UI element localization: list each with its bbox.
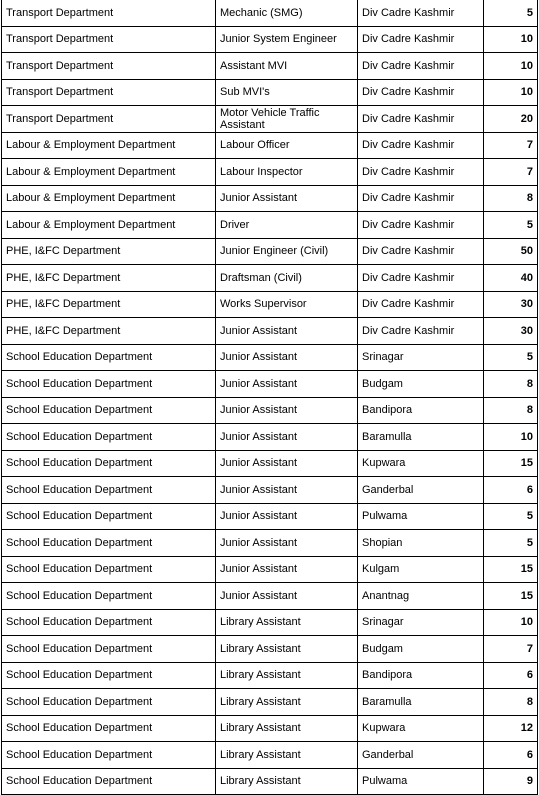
post-cell: Labour Officer: [216, 132, 358, 159]
vacancy-count-cell: 10: [484, 79, 538, 106]
post-cell: Library Assistant: [216, 662, 358, 689]
vacancy-count-cell: 8: [484, 397, 538, 424]
table-row: [2, 503, 538, 530]
table-row: [2, 689, 538, 716]
department-cell: Transport Department: [2, 53, 216, 80]
vacancy-count-cell: 50: [484, 238, 538, 265]
table-row: [2, 556, 538, 583]
department-cell: School Education Department: [2, 397, 216, 424]
cadre-cell: Baramulla: [358, 689, 484, 716]
post-cell: Junior Engineer (Civil): [216, 238, 358, 265]
department-cell: School Education Department: [2, 662, 216, 689]
post-cell: Junior System Engineer: [216, 26, 358, 53]
table-row: [2, 397, 538, 424]
table-row: [2, 291, 538, 318]
vacancy-count-cell: 20: [484, 106, 538, 133]
department-cell: School Education Department: [2, 424, 216, 451]
department-cell: School Education Department: [2, 503, 216, 530]
post-cell: Library Assistant: [216, 636, 358, 663]
cadre-cell: Kupwara: [358, 715, 484, 742]
vacancy-count-cell: 5: [484, 530, 538, 557]
table-row: [2, 26, 538, 53]
table-row: [2, 371, 538, 398]
table-row: [2, 0, 538, 26]
post-cell: Library Assistant: [216, 715, 358, 742]
table-row: [2, 238, 538, 265]
department-cell: School Education Department: [2, 477, 216, 504]
vacancy-count-cell: 6: [484, 662, 538, 689]
post-cell: Library Assistant: [216, 689, 358, 716]
post-cell: Junior Assistant: [216, 344, 358, 371]
post-cell: Library Assistant: [216, 768, 358, 795]
post-cell: Assistant MVI: [216, 53, 358, 80]
vacancy-count-cell: 15: [484, 450, 538, 477]
vacancy-count-cell: 15: [484, 556, 538, 583]
vacancy-count-cell: 7: [484, 159, 538, 186]
cadre-cell: Shopian: [358, 530, 484, 557]
department-cell: Transport Department: [2, 26, 216, 53]
department-cell: Transport Department: [2, 106, 216, 133]
cadre-cell: Bandipora: [358, 662, 484, 689]
table-row: [2, 212, 538, 239]
table-row: [2, 424, 538, 451]
vacancy-count-cell: 10: [484, 53, 538, 80]
table-row: [2, 106, 538, 133]
post-cell: Junior Assistant: [216, 424, 358, 451]
table-row: [2, 79, 538, 106]
table-row: [2, 318, 538, 345]
cadre-cell: Div Cadre Kashmir: [358, 79, 484, 106]
department-cell: PHE, I&FC Department: [2, 238, 216, 265]
cadre-cell: Anantnag: [358, 583, 484, 610]
department-cell: School Education Department: [2, 609, 216, 636]
department-cell: School Education Department: [2, 344, 216, 371]
vacancy-count-cell: 9: [484, 768, 538, 795]
table-row: [2, 185, 538, 212]
department-cell: School Education Department: [2, 715, 216, 742]
vacancy-count-cell: 5: [484, 212, 538, 239]
post-cell: Junior Assistant: [216, 583, 358, 610]
cadre-cell: Ganderbal: [358, 477, 484, 504]
vacancy-count-cell: 8: [484, 185, 538, 212]
vacancy-count-cell: 8: [484, 689, 538, 716]
department-cell: Labour & Employment Department: [2, 159, 216, 186]
cadre-cell: Kulgam: [358, 556, 484, 583]
cadre-cell: Div Cadre Kashmir: [358, 106, 484, 133]
post-cell: Works Supervisor: [216, 291, 358, 318]
post-cell: Junior Assistant: [216, 397, 358, 424]
post-cell: Sub MVI's: [216, 79, 358, 106]
table-row: [2, 742, 538, 769]
department-cell: School Education Department: [2, 636, 216, 663]
cadre-cell: Div Cadre Kashmir: [358, 185, 484, 212]
vacancy-count-cell: 7: [484, 636, 538, 663]
department-cell: Labour & Employment Department: [2, 185, 216, 212]
cadre-cell: Div Cadre Kashmir: [358, 318, 484, 345]
vacancy-count-cell: 15: [484, 583, 538, 610]
cadre-cell: Baramulla: [358, 424, 484, 451]
vacancy-count-cell: 10: [484, 26, 538, 53]
department-cell: School Education Department: [2, 530, 216, 557]
post-cell: Junior Assistant: [216, 318, 358, 345]
cadre-cell: Pulwama: [358, 768, 484, 795]
cadre-cell: Div Cadre Kashmir: [358, 132, 484, 159]
department-cell: PHE, I&FC Department: [2, 291, 216, 318]
cadre-cell: Div Cadre Kashmir: [358, 238, 484, 265]
department-cell: School Education Department: [2, 742, 216, 769]
department-cell: PHE, I&FC Department: [2, 318, 216, 345]
cadre-cell: Srinagar: [358, 344, 484, 371]
vacancy-count-cell: 10: [484, 424, 538, 451]
vacancy-count-cell: 12: [484, 715, 538, 742]
vacancy-count-cell: 40: [484, 265, 538, 292]
cadre-cell: Div Cadre Kashmir: [358, 0, 484, 26]
vacancy-count-cell: 6: [484, 477, 538, 504]
table-row: [2, 477, 538, 504]
table-row: [2, 344, 538, 371]
cadre-cell: Srinagar: [358, 609, 484, 636]
department-cell: PHE, I&FC Department: [2, 265, 216, 292]
post-cell: Junior Assistant: [216, 530, 358, 557]
cadre-cell: Kupwara: [358, 450, 484, 477]
table-row: [2, 768, 538, 795]
cadre-cell: Div Cadre Kashmir: [358, 291, 484, 318]
vacancy-count-cell: 10: [484, 609, 538, 636]
cadre-cell: Ganderbal: [358, 742, 484, 769]
post-cell: Junior Assistant: [216, 556, 358, 583]
post-cell: Driver: [216, 212, 358, 239]
cadre-cell: Budgam: [358, 371, 484, 398]
table-row: [2, 53, 538, 80]
vacancy-count-cell: 5: [484, 503, 538, 530]
table-row: [2, 530, 538, 557]
table-row: [2, 450, 538, 477]
vacancy-count-cell: 6: [484, 742, 538, 769]
department-cell: School Education Department: [2, 556, 216, 583]
table-row: [2, 159, 538, 186]
cadre-cell: Bandipora: [358, 397, 484, 424]
post-cell: Junior Assistant: [216, 503, 358, 530]
post-cell: Library Assistant: [216, 609, 358, 636]
cadre-cell: Pulwama: [358, 503, 484, 530]
vacancy-count-cell: 8: [484, 371, 538, 398]
table-row: [2, 132, 538, 159]
vacancy-count-cell: 30: [484, 291, 538, 318]
post-cell: Mechanic (SMG): [216, 0, 358, 26]
post-cell: Motor Vehicle Traffic Assistant: [216, 106, 358, 133]
post-cell: Junior Assistant: [216, 185, 358, 212]
vacancy-count-cell: 5: [484, 344, 538, 371]
department-cell: Transport Department: [2, 79, 216, 106]
cadre-cell: Div Cadre Kashmir: [358, 265, 484, 292]
cadre-cell: Budgam: [358, 636, 484, 663]
vacancy-count-cell: 30: [484, 318, 538, 345]
posts-table: [1, 0, 538, 795]
post-cell: Library Assistant: [216, 742, 358, 769]
post-cell: Junior Assistant: [216, 371, 358, 398]
posts-table-body: [2, 0, 538, 795]
post-cell: Junior Assistant: [216, 477, 358, 504]
table-row: [2, 636, 538, 663]
vacancy-count-cell: 7: [484, 132, 538, 159]
department-cell: School Education Department: [2, 450, 216, 477]
cadre-cell: Div Cadre Kashmir: [358, 26, 484, 53]
cadre-cell: Div Cadre Kashmir: [358, 212, 484, 239]
table-row: [2, 715, 538, 742]
post-cell: Labour Inspector: [216, 159, 358, 186]
department-cell: School Education Department: [2, 371, 216, 398]
department-cell: School Education Department: [2, 583, 216, 610]
department-cell: Labour & Employment Department: [2, 212, 216, 239]
cadre-cell: Div Cadre Kashmir: [358, 159, 484, 186]
table-row: [2, 609, 538, 636]
table-row: [2, 583, 538, 610]
cadre-cell: Div Cadre Kashmir: [358, 53, 484, 80]
department-cell: School Education Department: [2, 689, 216, 716]
table-row: [2, 265, 538, 292]
table-row: [2, 662, 538, 689]
post-cell: Junior Assistant: [216, 450, 358, 477]
department-cell: Transport Department: [2, 0, 216, 26]
department-cell: School Education Department: [2, 768, 216, 795]
post-cell: Draftsman (Civil): [216, 265, 358, 292]
department-cell: Labour & Employment Department: [2, 132, 216, 159]
vacancy-count-cell: 5: [484, 0, 538, 26]
